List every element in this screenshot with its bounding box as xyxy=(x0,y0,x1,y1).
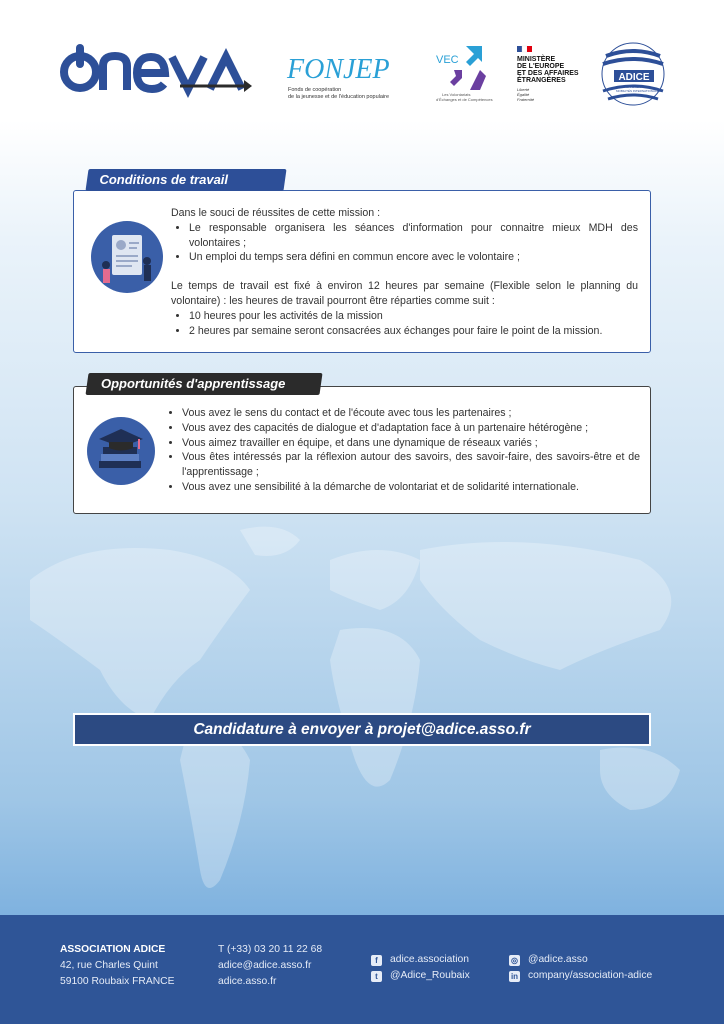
application-banner[interactable]: Candidature à envoyer à projet@adice.asso.fr xyxy=(73,713,651,746)
instagram-icon: ◎ xyxy=(509,955,520,966)
list-item: • Un emploi du temps sera défini en commun encore avec le volontaire ; xyxy=(189,250,638,265)
instagram-handle: @adice.asso xyxy=(528,954,588,965)
fonjep-name: FONJEP xyxy=(287,54,390,85)
twitter-icon: t xyxy=(371,971,382,982)
vec-name: VEC xyxy=(436,54,459,66)
adice-name: ADICE xyxy=(618,72,650,83)
instagram-link[interactable] xyxy=(509,952,652,968)
adice-logo xyxy=(602,43,664,105)
ministere-motto-3: Fraternité xyxy=(517,97,535,102)
graduation-illustration-icon xyxy=(87,417,155,485)
footer-address-line-2: 59100 Roubaix FRANCE xyxy=(60,976,175,987)
ministere-line-3: ET DES AFFAIRES xyxy=(517,70,579,77)
list-item: • Vous avez une sensibilité à la démarche de volontariat et de solidarité internationale. xyxy=(182,480,640,495)
adice-tagline-1: DÉVELOPPEMENT xyxy=(616,85,643,89)
footer-website[interactable]: adice.asso.fr xyxy=(218,976,277,987)
partner-logos xyxy=(0,0,724,130)
list-item: • Vous aimez travailler en équipe, et dans une dynamique de réseaux variés ; xyxy=(182,436,640,451)
facebook-link[interactable] xyxy=(371,952,470,968)
list-item: • Vous avez le sens du contact et de l'écoute avec tous les partenaires ; xyxy=(182,406,640,421)
footer-social-2 xyxy=(509,952,652,984)
footer-phone[interactable]: T (+33) 03 20 11 22 68 xyxy=(218,944,323,955)
list-item: • Le responsable organisera les séances d'information pour connaitre mieux MDH des volontaires ; xyxy=(189,221,638,251)
ministere-line-2: DE L'EUROPE xyxy=(517,63,565,70)
ministere-motto-2: Égalité xyxy=(517,92,530,97)
learning-opportunities-list xyxy=(164,406,640,495)
footer-org-name: ASSOCIATION ADICE xyxy=(60,944,166,955)
ministere-line-4: ÉTRANGÈRES xyxy=(517,77,566,84)
footer-address-line-1: 42, rue Charles Quint xyxy=(60,960,158,971)
working-conditions-title: Conditions de travail (horaires) xyxy=(85,169,286,191)
footer-social-1 xyxy=(371,952,470,984)
list-item: • Vous êtes intéressés par la réflexion autour des savoirs, des savoir-faire, des savoirs-être et de l'apprentissage ; xyxy=(182,450,640,480)
working-hours-paragraph: Le temps de travail est fixé à environ 12 heures par semaine (Flexible selon le planning du volontaire) : les heures de travail pourront être réparties comme suit : xyxy=(171,280,638,307)
list-item: • 2 heures par semaine seront consacrées aux échanges pour faire le point de la mission. xyxy=(189,324,638,339)
ministere-logo xyxy=(517,46,579,102)
learning-opportunities-title: Opportunités d'apprentissage xyxy=(85,373,322,395)
list-item: • 10 heures pour les activités de la mission xyxy=(189,309,638,324)
fonjep-tagline-2: de la jeunesse et de l'éducation populaire xyxy=(288,94,390,100)
logo-header xyxy=(0,0,724,130)
working-conditions-text xyxy=(171,206,638,338)
adice-tagline-2: MOBILITÉS INTERNATIONALES xyxy=(616,89,661,93)
twitter-handle: @Adice_Roubaix xyxy=(390,970,470,981)
footer-address xyxy=(60,942,174,990)
learning-opportunities-text xyxy=(164,406,640,495)
ministere-line-1: MINISTÈRE xyxy=(517,56,556,63)
working-conditions-list-a xyxy=(171,221,638,265)
vec-logo xyxy=(436,46,493,102)
working-conditions-list-b xyxy=(171,309,638,339)
twitter-link[interactable] xyxy=(371,968,470,984)
working-conditions-intro: Dans le souci de réussites de cette mission : xyxy=(171,207,381,219)
oneva-logo xyxy=(64,44,252,92)
fonjep-logo xyxy=(286,54,390,100)
linkedin-handle: company/association-adice xyxy=(528,970,653,981)
schedule-illustration-icon xyxy=(91,221,163,293)
linkedin-icon: in xyxy=(510,972,519,981)
vec-tagline-2: d'Échanges et de Compétences xyxy=(436,97,493,102)
vec-tagline-1: Les Volontariats xyxy=(442,92,471,97)
list-item: • Vous avez des capacités de dialogue et d'adaptation face à un partenaire hétérogène ; xyxy=(182,421,640,436)
linkedin-link[interactable] xyxy=(509,968,652,984)
footer xyxy=(0,915,724,1024)
facebook-icon: f xyxy=(371,955,382,966)
ministere-motto-1: Liberté xyxy=(517,87,530,92)
fonjep-tagline-1: Fonds de coopération xyxy=(288,87,342,93)
footer-email[interactable]: adice@adice.asso.fr xyxy=(218,960,312,971)
footer-contact xyxy=(218,942,322,990)
facebook-handle: adice.association xyxy=(390,954,469,965)
